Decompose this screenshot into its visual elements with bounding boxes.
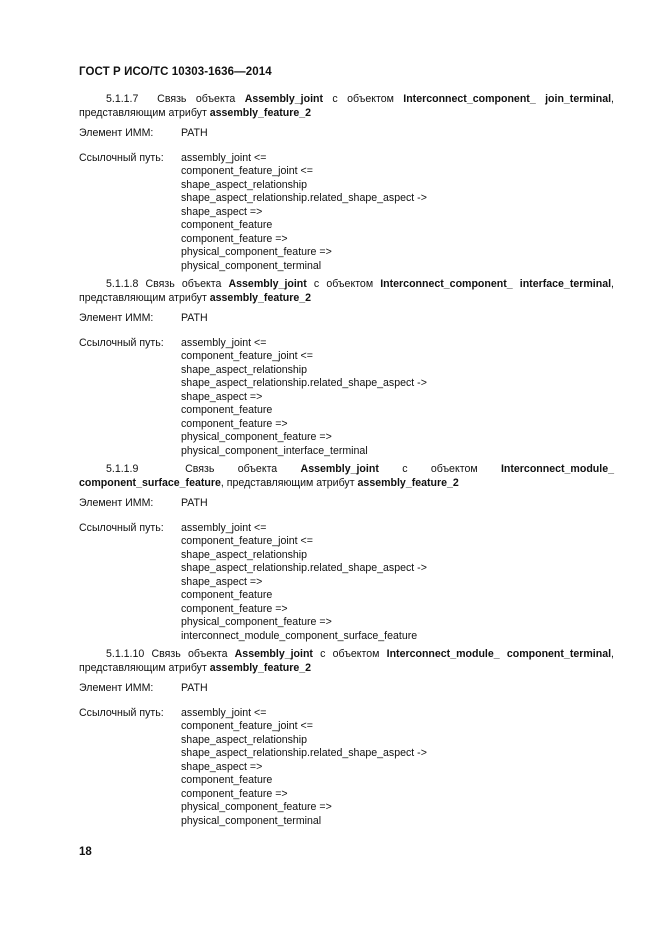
clause-paragraph (79, 648, 614, 675)
path-line: assembly_joint <= (181, 336, 267, 349)
page-header: ГОСТ Р ИСО/ТС 10303-1636—2014 (79, 66, 272, 78)
attribute-name: assembly_feature_2 (209, 661, 312, 674)
clause-text: , представляющим атрибут (79, 278, 614, 304)
path-line: physical_component_interface_terminal (181, 444, 368, 457)
clause-paragraph (79, 93, 614, 120)
clause-text: , представляющим атрибут (79, 93, 614, 119)
target-entity-name: Interconnect_component_ interface_terminal (380, 278, 612, 290)
clause-5-1-1-7 (79, 93, 614, 273)
clause-text: Связь объекта (185, 463, 301, 475)
element-row (79, 312, 614, 326)
clause-text: Связь объекта (157, 93, 245, 105)
path-line: component_feature => (181, 417, 288, 430)
path-line: shape_aspect_relationship (181, 178, 308, 191)
reference-path-lines (181, 337, 614, 459)
path-line: shape_aspect_relationship.related_shape_aspect -> (181, 562, 427, 574)
element-label: Элемент ИММ: (79, 682, 154, 694)
reference-path-lines (181, 707, 614, 829)
clause-text: Связь объекта (151, 648, 235, 660)
path-line: assembly_joint <= (181, 521, 267, 534)
clause-number: 5.1.1.9 (106, 463, 139, 475)
path-line: shape_aspect_relationship.related_shape_aspect -> (181, 192, 427, 204)
element-value: PATH (181, 312, 208, 324)
entity-name: Assembly_joint (228, 278, 307, 290)
reference-label: Ссылочный путь: (79, 521, 164, 534)
path-line: component_feature (181, 774, 273, 786)
entity-name: Assembly_joint (234, 648, 313, 660)
path-line: physical_component_feature => (181, 801, 332, 813)
clause-text: , представляющим атрибут (220, 476, 358, 489)
path-line: component_feature (181, 589, 273, 601)
element-row (79, 127, 614, 141)
path-line: shape_aspect_relationship (181, 548, 308, 561)
clause-text: с объектом (323, 93, 404, 105)
clause-5-1-1-10 (79, 648, 614, 828)
reference-label: Ссылочный путь: (79, 151, 164, 164)
attribute-name: assembly_feature_2 (357, 476, 459, 489)
reference-path-lines (181, 522, 614, 644)
clause-text: Связь объекта (145, 278, 229, 290)
path-line: component_feature => (181, 787, 288, 800)
element-label: Элемент ИММ: (79, 312, 154, 324)
clause-text: с объектом (306, 278, 381, 290)
reference-path (79, 152, 614, 274)
path-line: component_feature_joint <= (181, 720, 313, 732)
reference-path (79, 522, 614, 644)
clause-number: 5.1.1.8 (106, 278, 139, 290)
path-line: physical_component_terminal (181, 814, 322, 827)
element-label: Элемент ИММ: (79, 127, 154, 139)
path-line: shape_aspect_relationship.related_shape_aspect -> (181, 377, 427, 389)
path-line: component_feature_joint <= (181, 535, 313, 547)
clause-5-1-1-8 (79, 278, 614, 458)
element-row (79, 682, 614, 696)
reference-label: Ссылочный путь: (79, 706, 164, 719)
path-line: physical_component_feature => (181, 431, 332, 443)
attribute-name: assembly_feature_2 (209, 106, 312, 119)
reference-path (79, 707, 614, 829)
path-line: shape_aspect_relationship (181, 733, 308, 746)
path-line: physical_component_feature => (181, 246, 332, 258)
path-line: shape_aspect => (181, 390, 263, 403)
reference-label: Ссылочный путь: (79, 336, 164, 349)
path-line: interconnect_module_component_surface_feature (181, 629, 418, 642)
path-line: component_feature (181, 219, 273, 231)
element-label: Элемент ИММ: (79, 497, 154, 509)
reference-path (79, 337, 614, 459)
path-line: shape_aspect_relationship (181, 363, 308, 376)
entity-name: Assembly_joint (244, 93, 324, 105)
clause-number: 5.1.1.10 (106, 648, 145, 660)
clause-paragraph (79, 278, 614, 305)
clause-number: 5.1.1.7 (106, 93, 139, 105)
element-value: PATH (181, 682, 208, 694)
path-line: component_feature => (181, 602, 288, 615)
path-line: component_feature => (181, 232, 288, 245)
path-line: physical_component_terminal (181, 259, 322, 272)
page-number: 18 (79, 846, 92, 858)
element-row (79, 497, 614, 511)
path-line: assembly_joint <= (181, 151, 267, 164)
target-entity-name: Interconnect_module_ component_surface_feature (79, 463, 614, 489)
target-entity-name: Interconnect_component_ join_terminal (403, 93, 612, 105)
clause-text: с объектом (312, 648, 387, 660)
reference-path-lines (181, 152, 614, 274)
clause-5-1-1-9 (79, 463, 614, 643)
path-line: physical_component_feature => (181, 616, 332, 628)
element-value: PATH (181, 497, 208, 509)
clause-paragraph (79, 463, 614, 490)
attribute-name: assembly_feature_2 (209, 291, 312, 304)
path-line: component_feature_joint <= (181, 350, 313, 362)
entity-name: Assembly_joint (300, 463, 379, 475)
clause-text: с объектом (378, 463, 501, 475)
path-line: assembly_joint <= (181, 706, 267, 719)
path-line: component_feature_joint <= (181, 165, 313, 177)
target-entity-name: Interconnect_module_ component_terminal (386, 648, 612, 660)
clause-text: , представляющим атрибут (79, 648, 614, 674)
element-value: PATH (181, 127, 208, 139)
path-line: shape_aspect_relationship.related_shape_aspect -> (181, 747, 427, 759)
path-line: shape_aspect => (181, 575, 263, 588)
path-line: component_feature (181, 404, 273, 416)
path-line: shape_aspect => (181, 205, 263, 218)
path-line: shape_aspect => (181, 760, 263, 773)
